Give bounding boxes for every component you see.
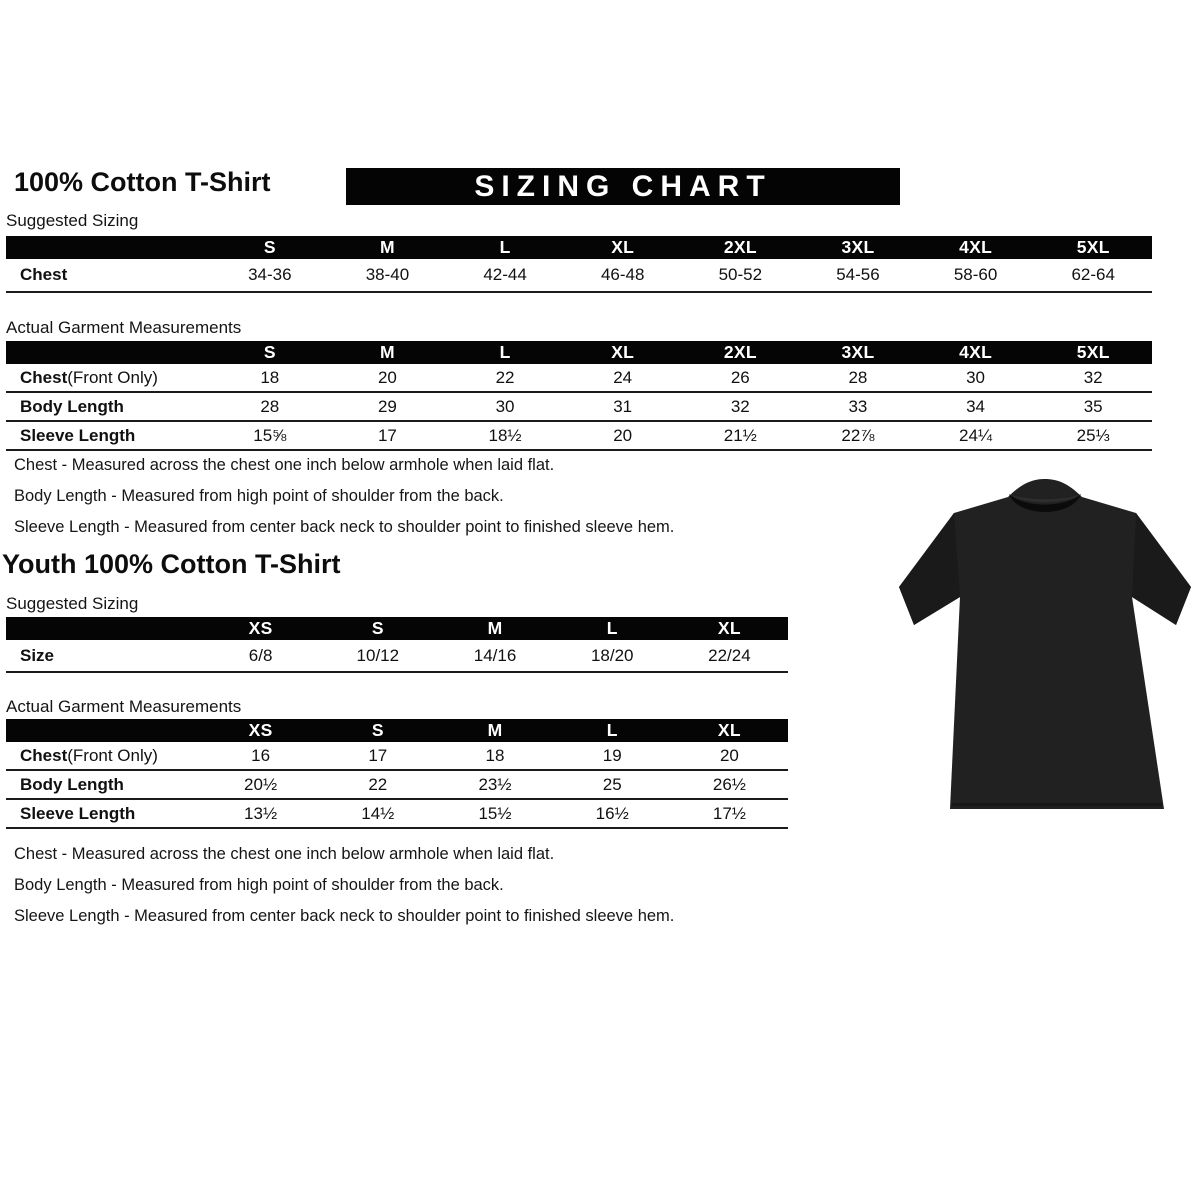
table-row-sleeve-length bbox=[6, 800, 788, 829]
size-header-xl: XL bbox=[717, 720, 741, 740]
tshirt-graphic bbox=[892, 477, 1198, 821]
size-header-l: L bbox=[606, 720, 618, 740]
youth-suggested-sizing-label: Suggested Sizing bbox=[6, 594, 139, 613]
row-label: Chest (Front Only) bbox=[20, 367, 158, 387]
row-label: Chest (Front Only) bbox=[20, 745, 158, 765]
value-cell: 28 bbox=[848, 367, 868, 387]
value-cell: 16½ bbox=[595, 803, 629, 823]
youth-actual-measurements-label: Actual Garment Measurements bbox=[6, 697, 242, 716]
value-cell: 26 bbox=[730, 367, 750, 387]
value-cell: 34 bbox=[966, 396, 986, 416]
value-cell: 22 bbox=[368, 774, 388, 794]
value-cell: 13½ bbox=[244, 803, 278, 823]
adult-suggested-sizing-label: Suggested Sizing bbox=[6, 211, 139, 230]
value-cell: 23½ bbox=[478, 774, 512, 794]
size-header-xl: XL bbox=[611, 237, 635, 257]
row-label: Body Length bbox=[20, 774, 124, 794]
value-cell: 10/12 bbox=[356, 645, 400, 665]
header-spacer-cell bbox=[6, 341, 211, 364]
size-header-m: M bbox=[487, 618, 503, 638]
size-header-l: L bbox=[499, 342, 511, 362]
value-cell: 28 bbox=[260, 396, 280, 416]
size-header-m: M bbox=[379, 342, 395, 362]
note-chest: Chest - Measured across the chest one inch below armhole when laid flat. bbox=[14, 845, 555, 863]
sizing-chart-banner: SIZING CHART bbox=[346, 168, 900, 205]
value-cell: 20 bbox=[719, 745, 739, 765]
size-header-l: L bbox=[606, 618, 618, 638]
size-header-m: M bbox=[379, 237, 395, 257]
row-label: Sleeve Length bbox=[20, 425, 136, 445]
header-spacer-cell bbox=[6, 719, 202, 742]
value-cell: 14/16 bbox=[473, 645, 517, 665]
youth-actual-header-row bbox=[6, 719, 788, 742]
value-cell: 46-48 bbox=[600, 265, 645, 284]
value-cell: 21½ bbox=[723, 425, 757, 445]
note-sleeve-length: Sleeve Length - Measured from center back neck to shoulder point to finished sleeve hem. bbox=[14, 518, 675, 536]
size-header-5xl: 5XL bbox=[1076, 237, 1110, 257]
row-label: Size bbox=[20, 645, 55, 665]
value-cell: 31 bbox=[613, 396, 633, 416]
header-spacer-cell bbox=[6, 236, 211, 259]
size-header-4xl: 4XL bbox=[959, 237, 993, 257]
size-header-2xl: 2XL bbox=[723, 237, 757, 257]
note-body-length: Body Length - Measured from high point of shoulder from the back. bbox=[14, 876, 504, 894]
value-cell: 18 bbox=[485, 745, 505, 765]
value-cell: 33 bbox=[848, 396, 868, 416]
value-cell: 32 bbox=[1083, 367, 1103, 387]
value-cell: 35 bbox=[1083, 396, 1103, 416]
table-row-body-length bbox=[6, 393, 1152, 422]
value-cell: 14½ bbox=[361, 803, 395, 823]
size-header-s: S bbox=[371, 720, 384, 740]
value-cell: 20½ bbox=[244, 774, 278, 794]
value-cell: 18 bbox=[260, 367, 280, 387]
value-cell: 16 bbox=[251, 745, 271, 765]
value-cell: 17½ bbox=[712, 803, 746, 823]
value-cell: 32 bbox=[730, 396, 750, 416]
value-cell: 20 bbox=[613, 425, 633, 445]
adult-title: 100% Cotton T-Shirt bbox=[14, 167, 271, 197]
table-row-size bbox=[6, 640, 788, 673]
size-header-l: L bbox=[499, 237, 511, 257]
value-cell: 42-44 bbox=[483, 265, 527, 284]
size-header-xl: XL bbox=[611, 342, 635, 362]
table-row-chest bbox=[6, 259, 1152, 293]
value-cell: 29 bbox=[377, 396, 397, 416]
value-cell: 22/24 bbox=[708, 645, 751, 665]
adult-actual-table bbox=[6, 341, 1152, 451]
size-header-xs: XS bbox=[248, 720, 273, 740]
value-cell: 17 bbox=[368, 745, 388, 765]
note-chest: Chest - Measured across the chest one inch below armhole when laid flat. bbox=[14, 456, 555, 474]
youth-measurement-notes bbox=[14, 844, 674, 937]
size-header-3xl: 3XL bbox=[841, 237, 875, 257]
value-cell: 54-56 bbox=[836, 265, 880, 284]
value-cell: 25 bbox=[602, 774, 622, 794]
size-header-5xl: 5XL bbox=[1076, 342, 1110, 362]
row-label: Chest bbox=[20, 265, 68, 284]
value-cell: 15½ bbox=[478, 803, 512, 823]
row-label: Sleeve Length bbox=[20, 803, 136, 823]
size-header-4xl: 4XL bbox=[959, 342, 993, 362]
value-cell: 62-64 bbox=[1071, 265, 1115, 284]
youth-suggested-header-row bbox=[6, 617, 788, 640]
value-cell: 22⅞ bbox=[841, 425, 875, 445]
adult-actual-header-row bbox=[6, 341, 1152, 364]
table-row-body-length bbox=[6, 771, 788, 800]
size-header-s: S bbox=[263, 237, 276, 257]
header-spacer-cell bbox=[6, 617, 202, 640]
value-cell: 25⅓ bbox=[1076, 425, 1110, 445]
value-cell: 30 bbox=[966, 367, 986, 387]
size-header-xs: XS bbox=[248, 618, 273, 638]
value-cell: 34-36 bbox=[248, 265, 292, 284]
adult-suggested-header-row bbox=[6, 236, 1152, 259]
row-label: Body Length bbox=[20, 396, 124, 416]
value-cell: 50-52 bbox=[718, 265, 763, 284]
table-row-chest-front-only bbox=[6, 364, 1152, 393]
table-row-chest-front-only bbox=[6, 742, 788, 771]
size-header-s: S bbox=[263, 342, 276, 362]
table-row-sleeve-length bbox=[6, 422, 1152, 451]
note-body-length: Body Length - Measured from high point of shoulder from the back. bbox=[14, 487, 504, 505]
size-header-3xl: 3XL bbox=[841, 342, 875, 362]
value-cell: 6/8 bbox=[248, 645, 273, 665]
tshirt-image bbox=[892, 477, 1198, 821]
youth-actual-table bbox=[6, 719, 788, 829]
size-header-m: M bbox=[487, 720, 503, 740]
adult-suggested-table bbox=[6, 236, 1152, 293]
value-cell: 22 bbox=[495, 367, 515, 387]
size-header-2xl: 2XL bbox=[723, 342, 757, 362]
adult-actual-measurements-label: Actual Garment Measurements bbox=[6, 318, 242, 337]
note-sleeve-length: Sleeve Length - Measured from center back neck to shoulder point to finished sleeve hem. bbox=[14, 907, 675, 925]
size-header-s: S bbox=[371, 618, 384, 638]
value-cell: 17 bbox=[377, 425, 397, 445]
value-cell: 24 bbox=[613, 367, 633, 387]
value-cell: 38-40 bbox=[365, 265, 410, 284]
value-cell: 19 bbox=[602, 745, 622, 765]
value-cell: 58-60 bbox=[953, 265, 998, 284]
size-header-xl: XL bbox=[717, 618, 741, 638]
youth-title: Youth 100% Cotton T-Shirt bbox=[2, 549, 341, 579]
value-cell: 24¼ bbox=[959, 425, 993, 445]
adult-measurement-notes bbox=[14, 455, 674, 548]
value-cell: 20 bbox=[377, 367, 397, 387]
youth-suggested-table bbox=[6, 617, 788, 673]
value-cell: 18/20 bbox=[590, 645, 634, 665]
value-cell: 18½ bbox=[488, 425, 522, 445]
value-cell: 26½ bbox=[712, 774, 746, 794]
value-cell: 30 bbox=[495, 396, 515, 416]
value-cell: 15⅝ bbox=[253, 425, 287, 445]
